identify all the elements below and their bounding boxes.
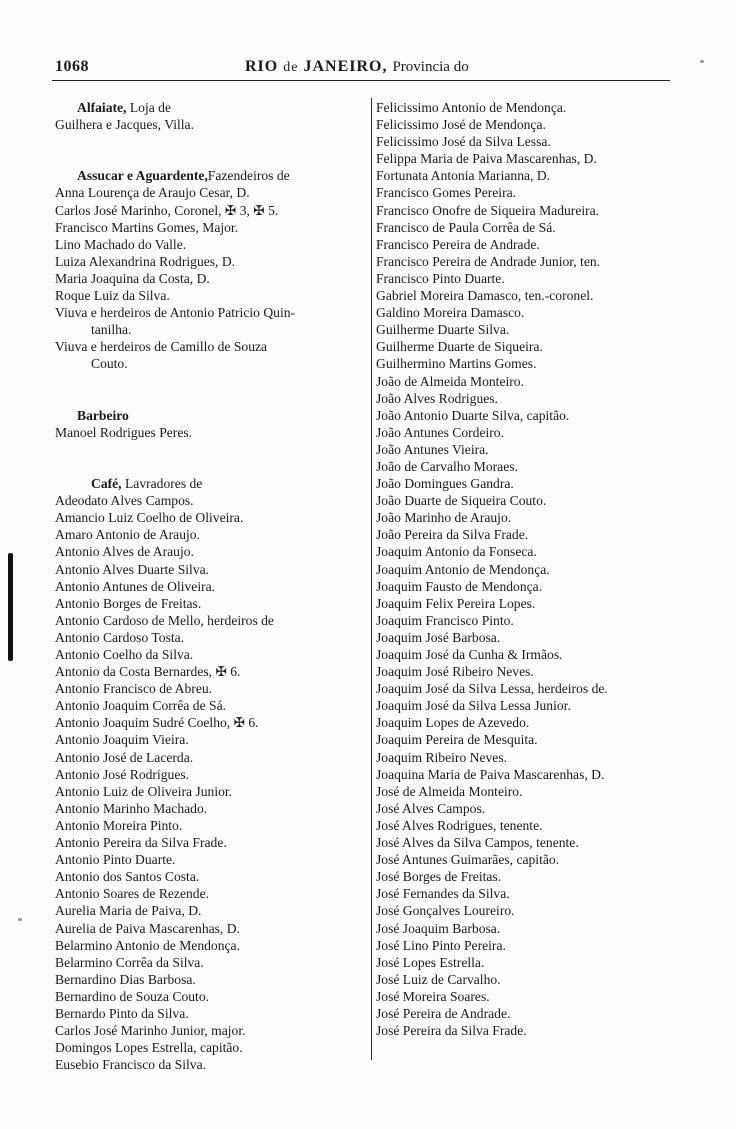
right-column <box>376 99 694 1039</box>
list-item: João Antunes Vieira. <box>376 441 489 457</box>
list-item: João de Almeida Monteiro. <box>376 373 524 389</box>
list-item: Domingos Lopes Estrella, capitão. <box>55 1040 243 1056</box>
list-item: Gabriel Moreira Damasco, ten.-coronel. <box>376 288 594 304</box>
list-item: Antonio Cardoso Tosta. <box>55 629 185 645</box>
list-item: João Alves Rodrigues. <box>376 390 498 406</box>
list-item: Francisco Pereira de Andrade. <box>376 236 540 252</box>
list-item: José Antunes Guimarães, capitão. <box>376 852 560 868</box>
list-item: José Alves Rodrigues, tenente. <box>376 817 543 833</box>
list-item: Anna Lourença de Araujo Cesar, D. <box>55 185 250 201</box>
list-item: José Borges de Freitas. <box>376 869 502 885</box>
section-heading-cafe: Café, Lavradores de <box>91 476 203 492</box>
list-item: Antonio Antunes de Oliveira. <box>55 578 216 594</box>
column-divider <box>371 98 372 1060</box>
list-item: Belarmino Corrêa da Silva. <box>55 954 204 970</box>
list-item: Carlos José Marinho Junior, major. <box>55 1023 246 1039</box>
list-item: Francisco Martins Gomes, Major. <box>55 219 239 235</box>
list-item: José Lopes Estrella. <box>376 954 485 970</box>
list-item: Felippa Maria de Paiva Mascarenhas, D. <box>376 151 597 167</box>
spacer <box>55 373 367 407</box>
list-item: José Gonçalves Loureiro. <box>376 903 515 919</box>
list-item: José Luiz de Carvalho. <box>376 971 501 987</box>
list-item: Bernardino Dias Barbosa. <box>55 971 196 987</box>
list-item: José Alves Campos. <box>376 800 486 816</box>
list-item: José Pereira de Andrade. <box>376 1005 511 1021</box>
list-item: Antonio Moreira Pinto. <box>55 817 183 833</box>
list-item: João Marinho de Araujo. <box>376 510 512 526</box>
list-item: Antonio Soares de Rezende. <box>55 886 210 902</box>
list-item: Guilhera e Jacques, Villa. <box>55 117 194 133</box>
list-item: Felicissimo Antonio de Mendonça. <box>376 100 567 115</box>
list-item: João Pereira da Silva Frade. <box>376 527 529 543</box>
list-item: Antonio Pereira da Silva Frade. <box>55 835 227 851</box>
list-item: Antonio Luiz de Oliveira Junior. <box>55 783 233 799</box>
list-item: Aurelia Maria de Paiva, D. <box>55 903 202 919</box>
list-item: Antonio Joaquim Sudré Coelho, ✠ 6. <box>55 715 259 731</box>
list-item: José Lino Pinto Pereira. <box>376 937 506 953</box>
left-column <box>55 99 367 1073</box>
list-item: Viuva e herdeiros de Camillo de Souza <box>55 339 268 355</box>
list-item: Bernardo Pinto da Silva. <box>55 1005 189 1021</box>
list-item: Joaquim Felix Pereira Lopes. <box>376 595 536 611</box>
list-item: Joaquim Fausto de Mendonça. <box>376 578 543 594</box>
list-item: Francisco de Paula Corrêa de Sá. <box>376 219 556 235</box>
list-item: Joaquim Lopes de Azevedo. <box>376 715 530 731</box>
list-item: Antonio Francisco de Abreu. <box>55 681 213 697</box>
spacer <box>55 441 367 475</box>
list-item: Joaquim Antonio de Mendonça. <box>376 561 550 577</box>
section-heading-assucar: Assucar e Aguardente,Fazendeiros de <box>77 168 290 184</box>
list-item: Felicissimo José da Silva Lessa. <box>376 134 551 150</box>
paper-speck <box>700 60 704 63</box>
list-item: Guilherme Duarte de Siqueira. <box>376 339 543 355</box>
list-item: Antonio Coelho da Silva. <box>55 647 194 662</box>
list-item: Antonio Borges de Freitas. <box>55 595 202 611</box>
header-rule <box>52 80 670 81</box>
spacer <box>55 133 367 167</box>
cafe-list <box>55 492 367 1073</box>
list-item: Antonio Marinho Machado. <box>55 800 208 816</box>
list-item-continued: Couto. <box>91 356 128 372</box>
list-item: José de Almeida Monteiro. <box>376 783 523 799</box>
list-item: Antonio dos Santos Costa. <box>55 869 200 885</box>
list-item: Maria Joaquina da Costa, D. <box>55 270 210 286</box>
list-item: João Antonio Duarte Silva, capitão. <box>376 407 570 423</box>
list-item: Joaquim José da Silva Lessa, herdeiros de. <box>376 681 608 697</box>
list-item: Adeodato Alves Campos. <box>55 493 194 509</box>
list-item: Joaquim Pereira de Mesquita. <box>376 732 538 748</box>
title-janeiro: JANEIRO, <box>303 58 388 75</box>
list-item: Joaquim Antonio da Fonseca. <box>376 544 537 560</box>
list-item: José Fernandes da Silva. <box>376 886 510 902</box>
list-item: Antonio José Rodrigues. <box>55 766 190 782</box>
list-item: Antonio da Costa Bernardes, ✠ 6. <box>55 664 241 680</box>
list-item: Galdino Moreira Damasco. <box>376 305 525 321</box>
list-item: Joaquim José da Cunha & Irmãos. <box>376 647 563 662</box>
list-item: Guilhermino Martins Gomes. <box>376 356 537 372</box>
title-de: de <box>283 60 299 75</box>
list-item: Antonio Joaquim Corrêa de Sá. <box>55 698 227 714</box>
title-province: Provincia do <box>392 59 469 75</box>
list-item: José Alves da Silva Campos, tenente. <box>376 835 579 851</box>
list-item: Joaquim José Ribeiro Neves. <box>376 664 534 680</box>
list-item: Felicissimo José de Mendonça. <box>376 117 546 133</box>
list-item: Viuva e herdeiros de Antonio Patricio Quin- <box>55 305 296 321</box>
list-item: Roque Luiz da Silva. <box>55 288 170 304</box>
list-item: Francisco Onofre de Siqueira Madureira. <box>376 202 600 218</box>
list-item: Antonio Pinto Duarte. <box>55 852 176 868</box>
title-rio: RIO <box>245 58 279 75</box>
list-item: Carlos José Marinho, Coronel, ✠ 3, ✠ 5. <box>55 202 279 218</box>
list-item: Francisco Pereira de Andrade Junior, ten. <box>376 253 601 269</box>
list-item: Aurelia de Paiva Mascarenhas, D. <box>55 920 240 936</box>
list-item: Amaro Antonio de Araujo. <box>55 527 200 543</box>
list-item: Guilherme Duarte Silva. <box>376 322 510 338</box>
section-heading-barbeiro: Barbeiro <box>77 407 129 423</box>
list-item: Luiza Alexandrina Rodrigues, D. <box>55 253 236 269</box>
list-item: Joaquina Maria de Paiva Mascarenhas, D. <box>376 766 605 782</box>
list-item: José Joaquim Barbosa. <box>376 920 501 936</box>
list-item: Francisco Pinto Duarte. <box>376 270 505 286</box>
list-item: Joaquim José Barbosa. <box>376 629 501 645</box>
list-item: Antonio Alves de Araujo. <box>55 544 194 560</box>
section-heading-alfaiate: Alfaiate, Loja de <box>77 100 171 115</box>
list-item: Belarmino Antonio de Mendonça. <box>55 937 240 953</box>
list-item-continued: tanilha. <box>91 322 132 338</box>
list-item: Bernardino de Souza Couto. <box>55 988 210 1004</box>
list-item: Joaquim Ribeiro Neves. <box>376 749 508 765</box>
list-item: Francisco Gomes Pereira. <box>376 185 517 201</box>
page-number: 1068 <box>55 58 89 75</box>
list-item: João de Carvalho Moraes. <box>376 458 518 474</box>
list-item: Amancio Luiz Coelho de Oliveira. <box>55 510 244 526</box>
list-item: Manoel Rodrigues Peres. <box>55 424 193 440</box>
page-title <box>245 58 469 76</box>
list-item: Antonio Alves Duarte Silva. <box>55 561 210 577</box>
list-item: Fortunata Antonia Marianna, D. <box>376 168 551 184</box>
list-item: Joaquim José da Silva Lessa Junior. <box>376 698 571 714</box>
margin-ink-mark <box>8 553 13 661</box>
list-item: José Moreira Soares. <box>376 988 490 1004</box>
list-item: Antonio Joaquim Vieira. <box>55 732 189 748</box>
page-header <box>55 58 665 78</box>
list-item: José Pereira da Silva Frade. <box>376 1023 527 1039</box>
list-item: João Domingues Gandra. <box>376 476 514 492</box>
list-item: Antonio Cardoso de Mello, herdeiros de <box>55 612 274 628</box>
list-item: João Duarte de Siqueira Couto. <box>376 493 547 509</box>
list-item: Eusebio Francisco da Silva. <box>55 1057 207 1073</box>
list-item: Antonio José de Lacerda. <box>55 749 194 765</box>
paper-speck <box>18 918 22 921</box>
list-item: João Antunes Cordeiro. <box>376 424 504 440</box>
list-item: Joaquim Francisco Pinto. <box>376 612 514 628</box>
list-item: Lino Machado do Valle. <box>55 236 187 252</box>
